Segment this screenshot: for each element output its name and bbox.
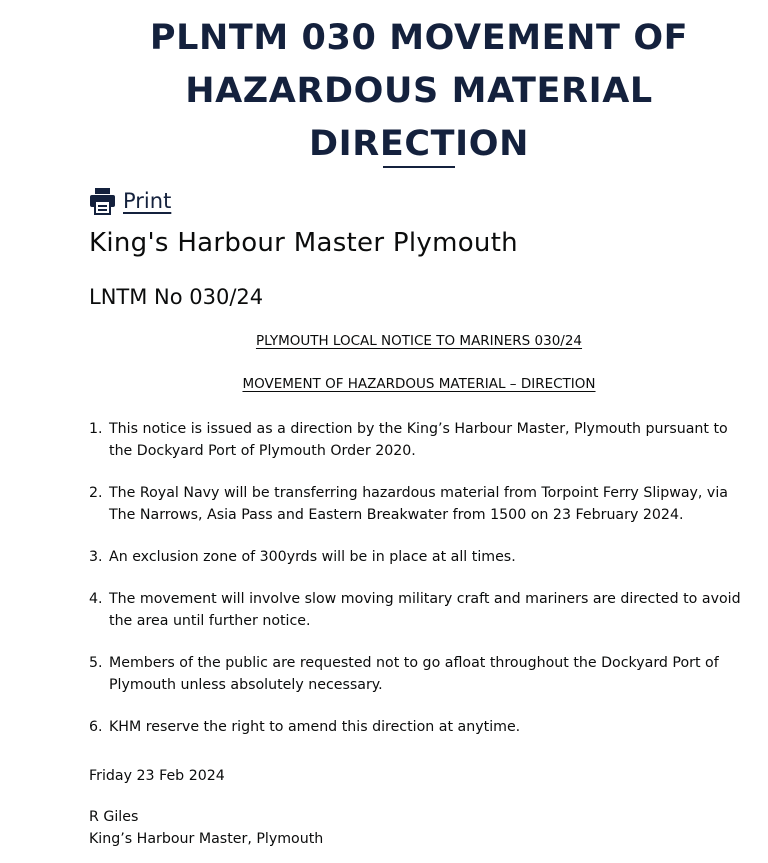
print-label: Print xyxy=(123,189,172,213)
signature-block xyxy=(89,806,323,850)
item-text: The movement will involve slow moving military craft and mariners are directed to avoid the area until further notice. xyxy=(109,591,741,629)
item-number: 2. xyxy=(89,485,103,501)
item-number: 4. xyxy=(89,591,103,607)
notice-heading: PLYMOUTH LOCAL NOTICE TO MARINERS 030/24 xyxy=(255,333,583,349)
notice-date: Friday 23 Feb 2024 xyxy=(89,768,225,784)
item-text: Members of the public are requested not to go afloat throughout the Dockyard Port of Plymouth unless absolutely necessary. xyxy=(109,655,719,693)
list-item xyxy=(89,418,751,462)
item-text: This notice is issued as a direction by the King’s Harbour Master, Plymouth pursuant to the Dockyard Port of Plymouth Order 2020. xyxy=(109,421,728,459)
item-text: KHM reserve the right to amend this direction at anytime. xyxy=(109,719,521,735)
list-item xyxy=(89,482,751,526)
printer-icon xyxy=(89,187,116,215)
item-text: An exclusion zone of 300yrds will be in place at all times. xyxy=(109,549,516,565)
direction-list xyxy=(89,418,751,758)
notice-subheading: MOVEMENT OF HAZARDOUS MATERIAL – DIRECTION xyxy=(242,376,596,392)
print-button[interactable] xyxy=(89,186,171,216)
item-number: 3. xyxy=(89,549,103,565)
signatory-role: King’s Harbour Master, Plymouth xyxy=(89,831,324,847)
list-item xyxy=(89,588,751,632)
item-text: The Royal Navy will be transferring hazardous material from Torpoint Ferry Slipway, via The Narrows, Asia Pass and Eastern Breakwater from 1500 on 23 February 2024. xyxy=(109,485,728,523)
page-title: PLNTM 030 MOVEMENT OF HAZARDOUS MATERIAL DIRECTION xyxy=(149,18,689,164)
notice-reference: LNTM No 030/24 xyxy=(89,285,264,309)
item-number: 1. xyxy=(89,421,103,437)
item-number: 5. xyxy=(89,655,103,671)
list-item xyxy=(89,546,751,568)
list-item xyxy=(89,652,751,696)
title-divider xyxy=(383,166,455,168)
signatory-name: R Giles xyxy=(89,809,139,825)
organisation-heading: King's Harbour Master Plymouth xyxy=(89,228,518,258)
item-number: 6. xyxy=(89,719,103,735)
list-item xyxy=(89,716,751,738)
